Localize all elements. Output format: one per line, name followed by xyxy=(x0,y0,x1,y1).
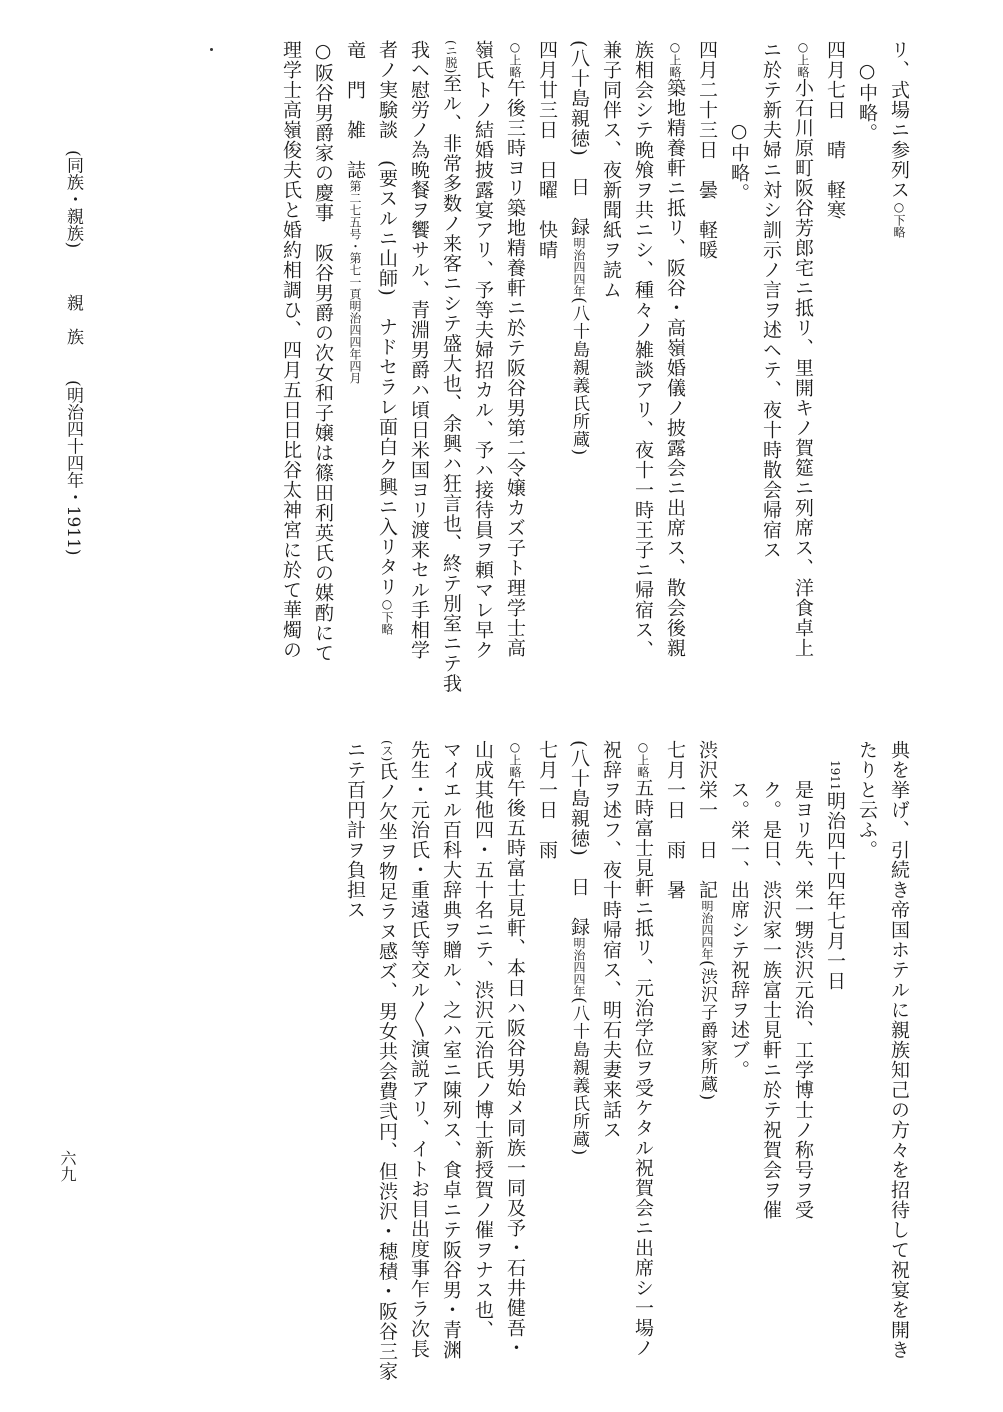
page-number: 六九 xyxy=(58,1150,77,1182)
text-line: 七月一日 雨 暑 xyxy=(664,740,686,900)
running-header-category: (同族・親族) xyxy=(63,150,83,249)
text-line: 兼子同伴ス、夜新聞紙ヲ読ム xyxy=(600,40,622,300)
text-line: ○上略小石川原町阪谷芳郎宅ニ抵リ、里開キノ賀筵ニ列席ス、洋食卓上 xyxy=(792,40,814,658)
running-header-era: (明治四十四年・1911) xyxy=(63,380,83,556)
text-line: (ス)氏ノ欠坐ヲ物足ラヌ感ズ、男女共会費弐円、但渋沢・穂積・阪谷三家 xyxy=(376,740,398,1382)
source-heading: (八十島親徳) 日 録明治四四年(八十島親義氏所蔵) xyxy=(568,740,590,1157)
text-line: ○阪谷男爵家の慶事 阪谷男爵の次女和子嬢は篠田利英氏の媒酌にて xyxy=(312,40,334,663)
text-line: ○中略。 xyxy=(856,60,878,143)
source-heading: 竜 門 雑 誌第二七五号・第七一頁明治四四年四月 xyxy=(344,40,366,384)
text-line: 祝辞ヲ述フ、夜十時帰宿ス、明石夫妻来話ス xyxy=(600,740,622,1140)
source-heading: (八十島親徳) 日 録明治四四年(八十島親義氏所蔵) xyxy=(568,40,590,457)
text-line: 典を挙げ、引続き帝国ホテルに親族知己の方々を招待して祝宴を開き xyxy=(888,740,910,1360)
text-line: 先生・元治氏・重遠氏等交ル〱演説アリ、イトお目出度事乍ラ次長 xyxy=(408,740,430,1359)
running-header-title: 親 族 xyxy=(63,293,83,345)
text-line: ○上略午後五時富士見軒、本日ハ阪谷男始メ同族一同及予・石井健吾・ xyxy=(504,740,526,1358)
text-line: ○中略。 xyxy=(728,120,750,203)
text-line: 我ヘ慰労ノ為晩餐ヲ饗サル、青淵男爵ハ頃日米国ヨリ渡来セル手相学 xyxy=(408,40,430,660)
text-line: 四月廿三日 日曜 快晴 xyxy=(536,40,558,260)
text-line: 嶺氏トノ結婚披露宴アリ、予等夫婦招カル、予ハ接待員ヲ頼マレ早ク xyxy=(472,40,494,660)
top-half-text xyxy=(95,40,915,694)
text-line: マイエル百科大辞典ヲ贈ル、之ハ室ニ陳列ス、食卓ニテ阪谷男・青渊 xyxy=(440,740,462,1360)
text-line: 族相会シテ晩飧ヲ共ニシ、種々ノ雑談アリ、夜十一時王子ニ帰宿ス、 xyxy=(632,40,654,660)
text-line: 山成其他四・五十名ニテ、渋沢元治氏ノ博士新授賀ノ催ヲナス也、 xyxy=(472,740,494,1340)
text-line: 四月七日 晴 軽寒 xyxy=(824,40,846,220)
text-line: ○上略築地精養軒ニ抵リ、阪谷・高嶺婚儀ノ披露会ニ出席ス、散会後親 xyxy=(664,40,686,658)
text-line: (ニ脱)至ル、非常多数ノ来客ニシテ盛大也、余興ハ狂言也、終テ別室ニテ我 xyxy=(440,40,462,694)
summary-line: ク。是日、渋沢家一族富士見軒ニ於テ祝賀会ヲ催 xyxy=(760,780,782,1220)
text-line: 者ノ実験談 (要スルニ山師) ナドセラレ面白ク興ニ入リタリ○下略 xyxy=(376,40,398,635)
text-line: 理学士高嶺俊夫氏と婚約相調ひ、四月五日日比谷太神宮に於て華燭の xyxy=(280,40,302,660)
summary-line: 是ヨリ先、栄一甥渋沢元治、工学博士ノ称号ヲ受 xyxy=(792,780,814,1220)
text-line: ニテ百円計ヲ負担ス xyxy=(344,740,366,920)
text-line: リ、式場ニ参列ス○下略 xyxy=(888,40,910,238)
text-line: ○上略五時富士見軒ニ抵リ、元治学位ヲ受ケタル祝賀会ニ出席シ一場ノ xyxy=(632,740,654,1358)
bottom-half-text xyxy=(95,740,915,1382)
text-line: たりと云ふ。 xyxy=(856,740,878,860)
text-line: 七月一日 雨 xyxy=(536,740,558,860)
text-line: 四月二十三日 曇 軽暖 xyxy=(696,40,718,260)
date-heading: 1911明治四十四年七月一日 xyxy=(824,760,846,991)
summary-line: ス。栄一、出席シテ祝辞ヲ述ブ。 xyxy=(728,780,750,1080)
running-header xyxy=(56,150,86,670)
text-line: ○上略午後三時ヨリ築地精養軒ニ於テ阪谷男第二令嬢カズ子ト理学士高 xyxy=(504,40,526,658)
source-heading: 渋沢栄一 日 記明治四四年(渋沢子爵家所蔵) xyxy=(696,740,718,1102)
text-line: ニ於テ新夫婦ニ対シ訓示ノ言ヲ述ヘテ、夜十時散会帰宿ス xyxy=(760,40,782,560)
